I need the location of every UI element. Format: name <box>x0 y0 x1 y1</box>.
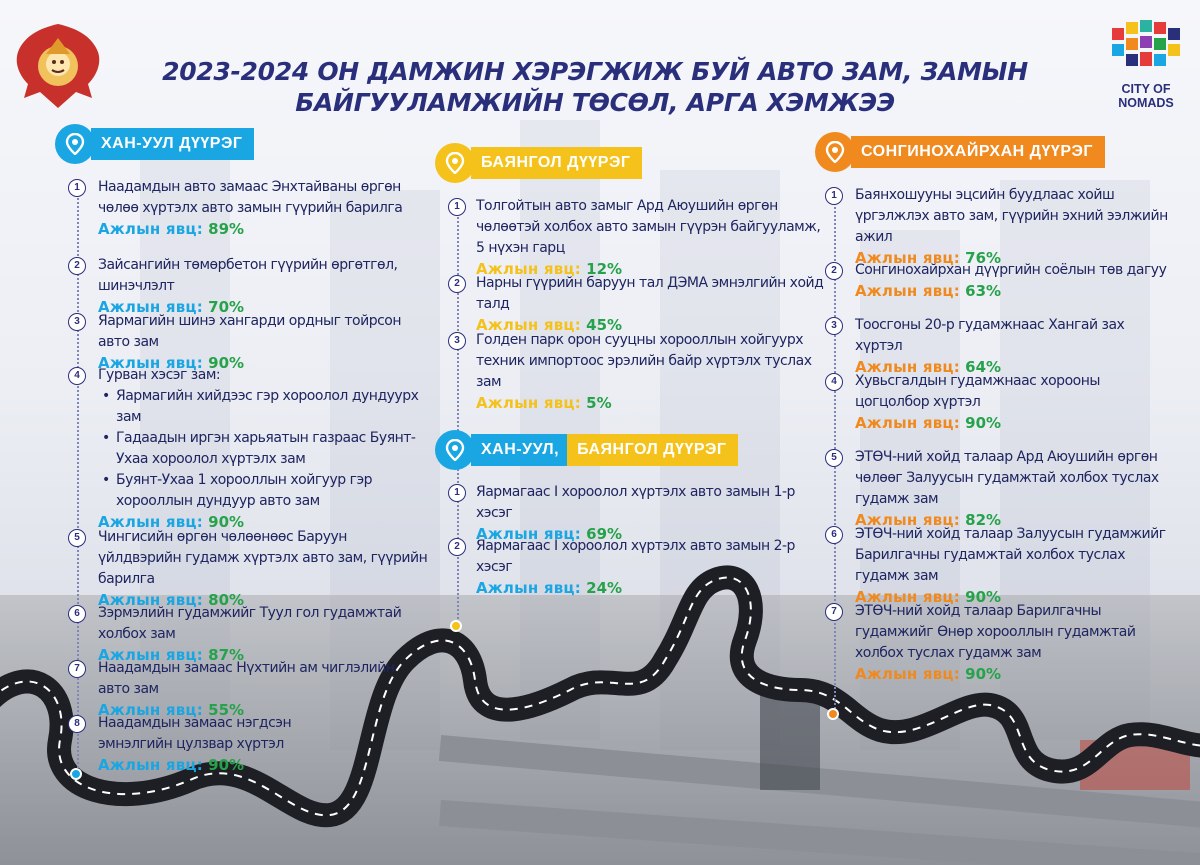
item-number: 1 <box>825 187 843 205</box>
progress-label: Ажлын явц: <box>98 513 203 531</box>
progress-value: 64% <box>965 358 1002 376</box>
list-item <box>68 177 428 255</box>
list-item <box>825 315 1175 376</box>
progress-label: Ажлын явц: <box>98 354 203 372</box>
timeline-end-marker-orange <box>827 708 839 720</box>
item-text: Зайсангийн төмөрбетон гүүрийн өргөтгөл, шинэчлэлт <box>98 257 398 294</box>
progress-label: Ажлын явц: <box>476 316 581 334</box>
progress-value: 90% <box>965 414 1002 432</box>
city-of-nomads-logo <box>1100 14 1192 114</box>
list-item <box>68 527 428 609</box>
item-number: 7 <box>825 603 843 621</box>
list-item <box>825 371 1175 447</box>
city-of-nomads-mosaic-icon <box>1110 18 1182 78</box>
item-text: Баянхошууны эцсийн буудлаас хойш үргэлжлэх авто зам, гүүрийн эхний ээлжийн ажил <box>855 187 1168 245</box>
progress-line <box>98 755 428 776</box>
ulaanbaatar-emblem <box>10 18 106 114</box>
item-text: Гурван хэсэг зам: <box>98 367 221 383</box>
item-text: Хувьсгалдын гудамжнаас хорооны цогцолбор хүртэл <box>855 373 1100 410</box>
progress-value: 55% <box>208 701 245 719</box>
list-item <box>825 524 1175 606</box>
list-item <box>448 482 828 543</box>
section-title-bayangol: БАЯНГОЛ ДҮҮРЭГ <box>471 147 642 179</box>
progress-value: 90% <box>208 354 245 372</box>
progress-label: Ажлын явц: <box>855 665 960 683</box>
item-text: Толгойтын авто замыг Ард Аюушийн өргөн чөлөөтэй холбох авто замын гүүрэн байгууламж, 5 нүхэн гарц <box>476 198 821 256</box>
title-line-1: 2023-2024 ОН ДАМЖИН ХЭРЭГЖИЖ БУЙ АВТО ЗАМ, ЗАМЫН <box>162 57 1028 86</box>
progress-value: 24% <box>586 579 623 597</box>
progress-label: Ажлын явц: <box>476 394 581 412</box>
bayangol-list <box>448 196 828 412</box>
item-number: 3 <box>448 332 466 350</box>
progress-value: 63% <box>965 282 1002 300</box>
map-pin-icon <box>55 124 95 164</box>
title-line-2: БАЙГУУЛАМЖИЙН ТӨСӨЛ, АРГА ХЭМЖЭЭ <box>295 88 895 117</box>
progress-line <box>855 664 1175 685</box>
progress-label: Ажлын явц: <box>855 414 960 432</box>
section-title-songino: СОНГИНОХАЙРХАН ДҮҮРЭГ <box>851 136 1105 168</box>
item-text: Наадамдын замаас нэгдсэн эмнэлгийн цулзвар хүртэл <box>98 715 292 752</box>
item-number: 1 <box>68 179 86 197</box>
page-title <box>150 56 1040 118</box>
item-text: Яармагийн шинэ хангарди ордныг тойрсон авто зам <box>98 313 402 350</box>
item-text: Нарны гүүрийн баруун тал ДЭМА эмнэлгийн хойд талд <box>476 275 824 312</box>
list-item <box>825 260 1175 315</box>
khan-uul-list <box>68 177 428 789</box>
item-number: 2 <box>448 275 466 293</box>
sub-list <box>98 386 428 512</box>
section-header-khan-uul <box>55 125 254 163</box>
progress-line <box>855 281 1175 302</box>
item-text: Тоосгоны 20-р гудамжнаас Хангай зах хүртэл <box>855 317 1125 354</box>
item-number: 6 <box>68 605 86 623</box>
list-item <box>68 255 428 316</box>
section-title-part-b: БАЯНГОЛ ДҮҮРЭГ <box>567 434 738 466</box>
progress-label: Ажлын явц: <box>476 579 581 597</box>
item-number: 1 <box>448 198 466 216</box>
progress-value: 90% <box>965 588 1002 606</box>
sub-item: • Яармагийн хийдээс гэр хороолол дундуурх зам <box>98 386 428 428</box>
progress-label: Ажлын явц: <box>855 249 960 267</box>
brand-line-1: CITY OF <box>1121 82 1171 96</box>
item-text: Сонгинохайрхан дүүргийн соёлын төв дагуу <box>855 262 1167 278</box>
item-text: Наадамдын авто замаас Энхтайваны өргөн чөлөө хүртэлх авто замын гүүрийн барилга <box>98 179 403 216</box>
item-text: ЭТӨЧ-ний хойд талаар Ард Аюушийн өргөн чөлөөг Залуусын гудамжтай холбох туслах гудамж зам <box>855 449 1159 507</box>
progress-line <box>855 413 1175 434</box>
songino-list <box>825 185 1175 683</box>
progress-label: Ажлын явц: <box>855 282 960 300</box>
progress-value: 82% <box>965 511 1002 529</box>
progress-label: Ажлын явц: <box>855 511 960 529</box>
item-number: 2 <box>68 257 86 275</box>
list-item <box>68 658 428 719</box>
progress-label: Ажлын явц: <box>855 358 960 376</box>
item-number: 2 <box>825 262 843 280</box>
list-item <box>448 536 828 597</box>
section-title-khan-uul: ХАН-УУЛ ДҮҮРЭГ <box>91 128 254 160</box>
item-text: ЭТӨЧ-ний хойд талаар Залуусын гудамжийг Барилгачны гудамжтай холбох туслах гудамж зам <box>855 526 1166 584</box>
item-number: 4 <box>68 367 86 385</box>
item-number: 7 <box>68 660 86 678</box>
sub-item: • Буянт-Ухаа 1 хорооллын хойгуур гэр хорооллын дундуур авто зам <box>98 470 428 512</box>
map-pin-icon <box>435 430 475 470</box>
sub-item: • Гадаадын иргэн харьяатын газраас Буянт-Ухаа хороолол хүртэлх зам <box>98 428 428 470</box>
progress-value: 45% <box>586 316 623 334</box>
item-text: Зэрмэлийн гудамжийг Туул гол гудамжтай холбох зам <box>98 605 402 642</box>
progress-label: Ажлын явц: <box>98 220 203 238</box>
item-number: 3 <box>825 317 843 335</box>
progress-line <box>476 578 828 599</box>
progress-label: Ажлын явц: <box>855 588 960 606</box>
section-header-bayangol <box>435 144 642 182</box>
joint-list <box>448 482 828 597</box>
progress-value: 87% <box>208 646 245 664</box>
progress-value: 90% <box>965 665 1002 683</box>
list-item <box>825 601 1175 683</box>
item-text: Яармагаас I хороолол хүртэлх авто замын 1-р хэсэг <box>476 484 795 521</box>
progress-value: 76% <box>965 249 1002 267</box>
progress-label: Ажлын явц: <box>98 756 203 774</box>
progress-line <box>476 393 828 414</box>
progress-value: 5% <box>586 394 612 412</box>
list-item <box>825 447 1175 529</box>
item-number: 6 <box>825 526 843 544</box>
item-number: 4 <box>825 373 843 391</box>
section-header-songino <box>815 133 1105 171</box>
progress-value: 80% <box>208 591 245 609</box>
item-number: 3 <box>68 313 86 331</box>
item-text: ЭТӨЧ-ний хойд талаар Барилгачны гудамжийг Өнөр хорооллын гудамжтай холбох туслах гудамж зам <box>855 603 1136 661</box>
section-header-khan-uul-bayangol <box>435 431 738 469</box>
item-number: 2 <box>448 538 466 556</box>
map-pin-icon <box>815 132 855 172</box>
list-item <box>448 196 828 278</box>
progress-label: Ажлын явц: <box>98 701 203 719</box>
progress-value: 69% <box>586 525 623 543</box>
item-text: Чингисийн өргөн чөлөөнөөс Баруун үйлдвэрийн гудамж хүртэлх авто зам, гүүрийн барилга <box>98 529 428 587</box>
progress-line <box>98 219 428 240</box>
brand-line-2: NOMADS <box>1118 96 1174 110</box>
progress-label: Ажлын явц: <box>98 298 203 316</box>
list-item <box>448 330 828 412</box>
item-number: 5 <box>825 449 843 467</box>
item-text: Наадамдын замаас Нүхтийн ам чиглэлийн авто зам <box>98 660 395 697</box>
progress-label: Ажлын явц: <box>98 591 203 609</box>
list-item <box>825 185 1175 267</box>
map-pin-icon <box>435 143 475 183</box>
list-item <box>68 311 428 372</box>
progress-label: Ажлын явц: <box>476 260 581 278</box>
progress-value: 70% <box>208 298 245 316</box>
list-item <box>68 603 428 664</box>
progress-value: 90% <box>208 756 245 774</box>
progress-label: Ажлын явц: <box>98 646 203 664</box>
timeline-end-marker-yellow <box>450 620 462 632</box>
item-number: 5 <box>68 529 86 547</box>
progress-value: 12% <box>586 260 623 278</box>
item-text: Яармагаас I хороолол хүртэлх авто замын 2-р хэсэг <box>476 538 795 575</box>
list-item <box>68 365 428 531</box>
progress-value: 90% <box>208 513 245 531</box>
item-number: 8 <box>68 715 86 733</box>
section-title-part-a: ХАН-УУЛ, <box>471 434 567 466</box>
list-item <box>448 273 828 334</box>
list-item <box>68 713 428 789</box>
item-text: Голден парк орон сууцны хорооллын хойгуурх техник импортоос эрэлийн байр хүртэлх туслах зам <box>476 332 812 390</box>
progress-label: Ажлын явц: <box>476 525 581 543</box>
progress-value: 89% <box>208 220 245 238</box>
item-number: 1 <box>448 484 466 502</box>
